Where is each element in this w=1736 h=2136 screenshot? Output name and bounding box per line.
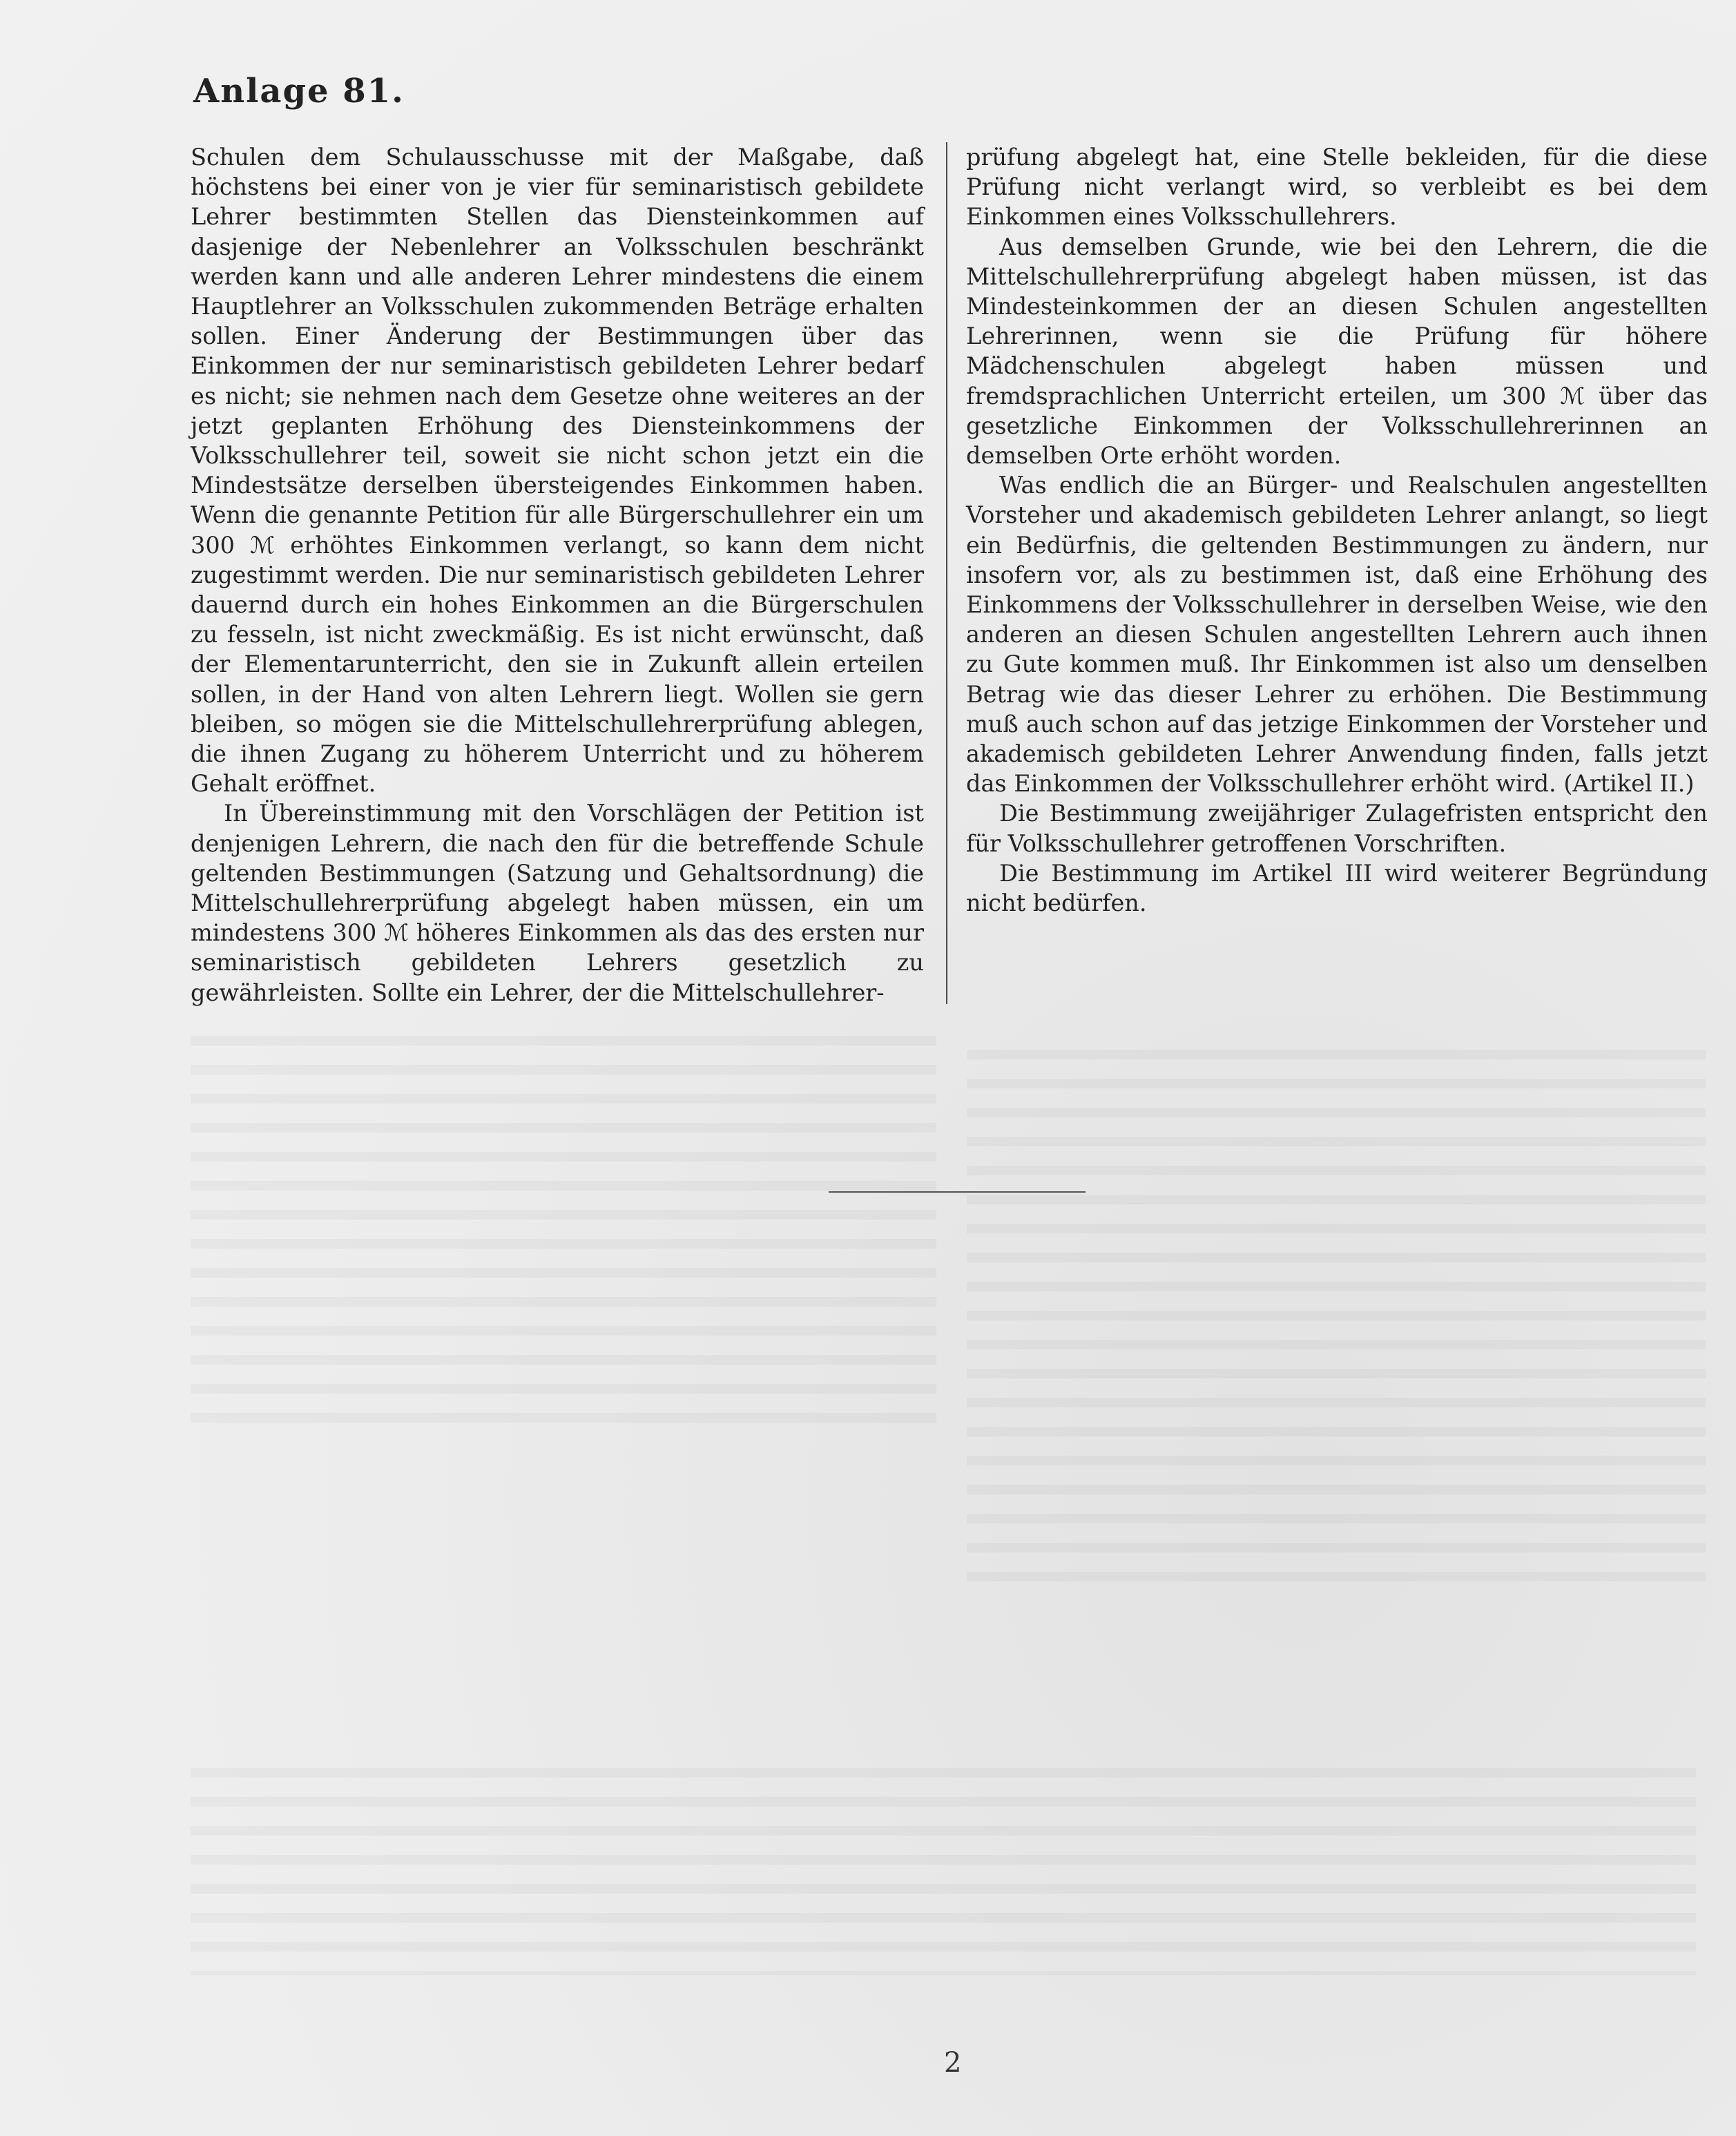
right-paragraph-4: Die Bestimmung zweijähriger Zulagefristen entspricht den für Volksschullehrer getroffenen Vorschriften. <box>966 800 1708 857</box>
right-paragraph-1: prüfung abgelegt hat, eine Stelle bekleiden, für die diese Prüfung nicht verlangt wird, so verbleibt es bei dem Einkommen eines Volksschullehrers. <box>966 144 1708 231</box>
left-paragraph-2: In Übereinstimmung mit den Vorschlägen der Petition ist denjenigen Lehrern, die nach den für die betreffende Schule geltenden Bestimmungen (Satzung und Gehaltsordnung) die Mittelschullehrerprüfung abgelegt haben müssen, ein um mindestens 300 ℳ höheres Einkommen als das des ersten nur seminaristisch gebildeten Lehrers gesetzlich zu gewährleisten. Sollte ein Lehrer, der die Mittelschullehrer- <box>191 800 924 1006</box>
bleed-through-bottom <box>191 1768 1696 1975</box>
column-divider <box>946 142 947 1004</box>
right-paragraph-2: Aus demselben Grunde, wie bei den Lehrern, die die Mittelschullehrerprüfung abgelegt haben müssen, ist das Mindesteinkommen der an diesen Schulen angestellten Lehrerinnen, wenn sie die Prüfung für höhere Mädchenschulen abgelegt haben müssen und fremdsprachlichen Unterricht erteilen, um 300 ℳ über das gesetzliche Einkommen der Volksschullehrerinnen an demselben Orte erhöht worden. <box>966 233 1708 470</box>
right-text-column <box>966 142 1708 918</box>
left-text-column <box>191 142 924 1008</box>
left-paragraph-1: Schulen dem Schulausschusse mit der Maßgabe, daß höchstens bei einer von je vier für seminaristisch gebildete Lehrer bestimmten Stellen das Diensteinkommen auf dasjenige der Nebenlehrer an Volksschulen beschränkt werden kann und alle anderen Lehrer mindestens die einem Hauptlehrer an Volksschulen zukommenden Beträge erhalten sollen. Einer Änderung der Bestimmungen über das Einkommen der nur seminaristisch gebildeten Lehrer bedarf es nicht; sie nehmen nach dem Gesetze ohne weiteres an der jetzt geplanten Erhöhung des Diensteinkommens der Volksschullehrer teil, soweit sie nicht schon jetzt ein die Mindestsätze derselben übersteigendes Einkommen haben. Wenn die genannte Petition für alle Bürgerschullehrer ein um 300 ℳ erhöhtes Einkommen verlangt, so kann dem nicht zugestimmt werden. Die nur seminaristisch gebildeten Lehrer dauernd durch ein hohes Einkommen an die Bürgerschulen zu fesseln, ist nicht zweckmäßig. Es ist nicht erwünscht, daß der Elementarunterricht, den sie in Zukunft allein erteilen sollen, in der Hand von alten Lehrern liegt. Wollen sie gern bleiben, so mögen sie die Mittelschullehrerprüfung ablegen, die ihnen Zugang zu höherem Unterricht und zu höherem Gehalt eröffnet. <box>191 144 924 798</box>
bleed-through-left <box>191 1036 936 1423</box>
right-paragraph-5: Die Bestimmung im Artikel III wird weiterer Begründung nicht bedürfen. <box>966 859 1708 917</box>
page-header-title: Anlage 81. <box>193 72 405 110</box>
page-number: 2 <box>944 2047 962 2079</box>
right-paragraph-3: Was endlich die an Bürger- und Realschulen angestellten Vorsteher und akademisch gebildeten Lehrer anlangt, so liegt ein Bedürfnis, die geltenden Bestimmungen zu ändern, nur insofern vor, als zu bestimmen ist, daß eine Erhöhung des Einkommens der Volksschullehrer in derselben Weise, wie den anderen an diesen Schulen angestellten Lehrern auch ihnen zu Gute kommen muß. Ihr Einkommen ist also um denselben Betrag wie das dieser Lehrer zu erhöhen. Die Bestimmung muß auch schon auf das jetzige Einkommen der Vorsteher und akademisch gebildeten Lehrer Anwendung finden, falls jetzt das Einkommen der Volksschullehrer erhöht wird. (Artikel II.) <box>966 472 1708 798</box>
bleed-through-right <box>967 1050 1706 1588</box>
